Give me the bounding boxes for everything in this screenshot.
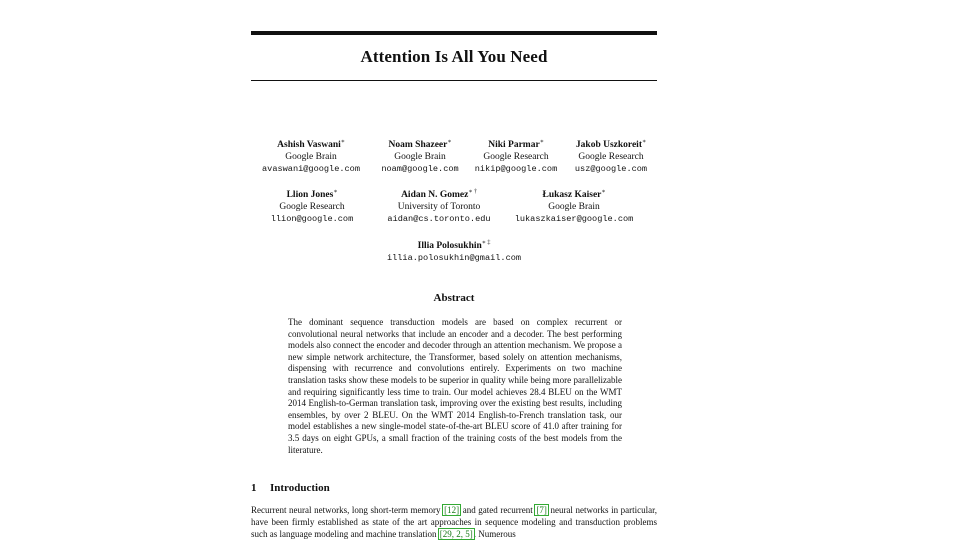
section-heading-introduction: [251, 482, 330, 494]
citation-link[interactable]: [7]: [536, 505, 547, 515]
author-affiliation: Google Brain: [548, 202, 600, 212]
author-block: [379, 240, 529, 264]
paper-page: [251, 0, 657, 540]
author-email: nikip@google.com: [474, 164, 558, 174]
author-email: noam@google.com: [381, 164, 459, 174]
author-email: usz@google.com: [574, 164, 648, 174]
section-title: Introduction: [270, 482, 330, 494]
author-affiliation: University of Toronto: [397, 202, 481, 212]
author-block: [263, 189, 361, 225]
author-affiliation: Google Brain: [285, 152, 337, 162]
author-email: llion@google.com: [270, 214, 354, 224]
author-name: Illia Polosukhin∗ ‡: [417, 239, 491, 251]
author-name: Ashish Vaswani∗: [277, 138, 345, 150]
author-affiliation: Google Research: [578, 152, 644, 162]
author-block: [567, 139, 655, 175]
author-block: [251, 139, 371, 175]
author-block: [509, 189, 639, 225]
citation-link[interactable]: [12]: [444, 505, 460, 515]
abstract-text: The dominant sequence transduction models are based on complex recurrent or convolutional neural networks that include an encoder and a decoder. The best performing models also connect the encoder and decoder through an attention mechanism. We propose a new simple network architecture, the Transformer, based solely on attention mechanisms, dispensing with recurrence and convolutions entirely. Experiments on two machine translation tasks show these models to be superior in quality while being more parallelizable and requiring significantly less time to train. Our model achieves 28.4 BLEU on the WMT 2014 English-to-German translation task, improving over the existing best results, including ensembles, by over 2 BLEU. On the WMT 2014 English-to-French translation task, our model establishes a new single-model state-of-the-art BLEU score of 41.0 after training for 3.5 days on eight GPUs, a small fraction of the training costs of the best models from the literature.: [288, 317, 622, 455]
author-name: Noam Shazeer∗: [388, 138, 452, 150]
author-name: Łukasz Kaiser∗: [542, 188, 606, 200]
author-affiliation: Google Brain: [394, 152, 446, 162]
author-block: [384, 189, 494, 225]
author-name: Llion Jones∗: [286, 188, 338, 200]
section-number: 1: [251, 482, 257, 494]
title-top-rule: [251, 31, 657, 35]
author-email: aidan@cs.toronto.edu: [387, 214, 491, 224]
paper-title: Attention Is All You Need: [360, 47, 548, 66]
author-name: Niki Parmar∗: [488, 138, 544, 150]
author-affiliation: Google Research: [483, 152, 549, 162]
author-block: [375, 139, 465, 175]
author-block: [472, 139, 560, 175]
author-email: lukaszkaiser@google.com: [514, 214, 634, 224]
author-affiliation: Google Research: [279, 202, 345, 212]
author-email: avaswani@google.com: [262, 164, 360, 174]
abstract-heading: Abstract: [433, 292, 475, 304]
author-email: illia.polosukhin@gmail.com: [386, 253, 522, 263]
title-bottom-rule: [251, 80, 657, 81]
author-name: Aidan N. Gomez∗ †: [401, 188, 477, 200]
introduction-paragraph: Recurrent neural networks, long short-term memory [12] and gated recurrent [7] neural networks in particular, have been firmly established as state of the art approaches in sequence modeling and transduction problems such as language modeling and machine translation [29, 2, 5]. Numerous: [251, 505, 658, 539]
citation-link[interactable]: [29, 2, 5]: [439, 529, 473, 539]
author-name: Jakob Uszkoreit∗: [575, 138, 647, 150]
